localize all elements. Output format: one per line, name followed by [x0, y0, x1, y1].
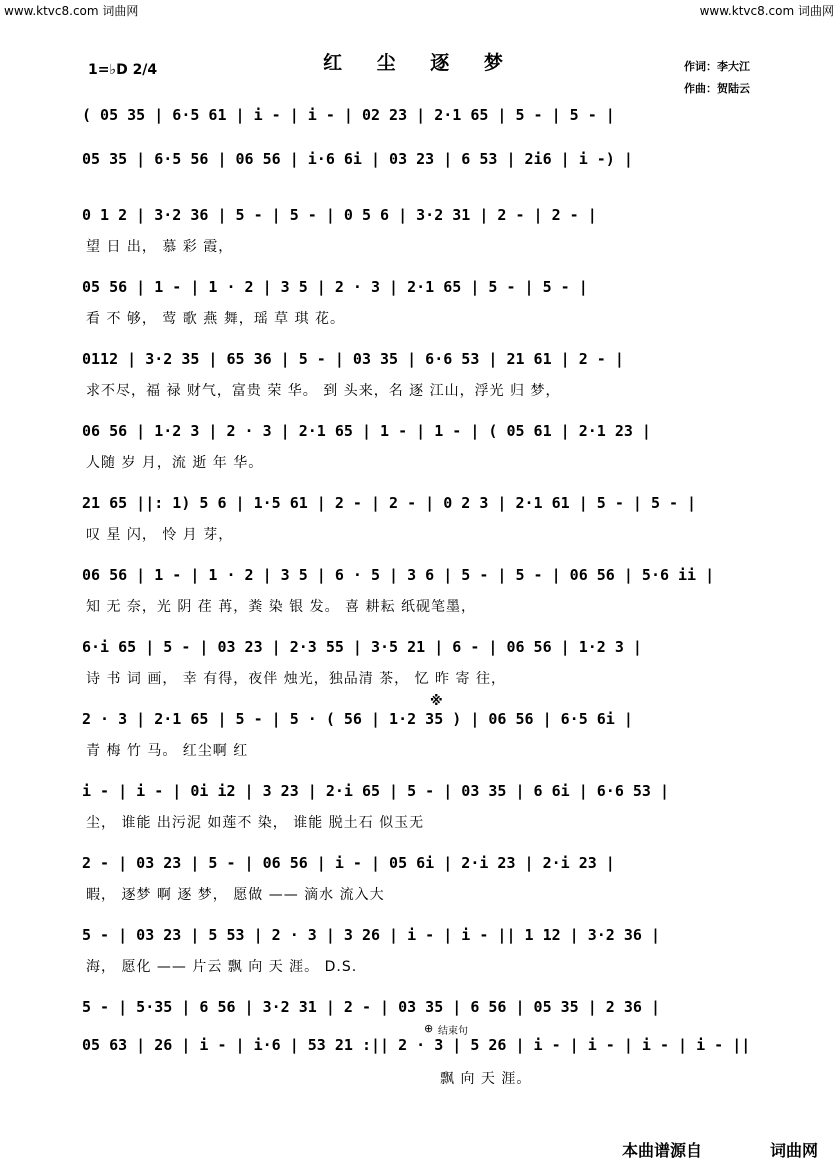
notation-row-8: 06 56 | 1 - | 1 · 2 | 3 5 | 6 · 5 | 3 6 | 5 - | 5 - | 06 56 | 5·6 ii | — [82, 566, 715, 584]
lyric-row-8: 知 无 奈，光 阴 荏 苒，粪 染 银 发。 喜 耕耘 纸砚笔墨， — [86, 599, 476, 615]
notation-row-15: 05 63 | 26 | i - | i·6 | 53 21 :|| 2 · 3 | 5 26 | i - | i - | i - | i - || — [82, 1036, 751, 1054]
notation-row-3: 0 1 2 | 3·2 36 | 5 - | 5 - | 0 5 6 | 3·2 31 | 2 - | 2 - | — [82, 206, 597, 224]
lyric-row-9: 诗 书 词 画， 幸 有得，夜伴 烛光，独品清 茶， 忆 昨 寄 往， — [86, 671, 506, 687]
notation-row-12: 2 - | 03 23 | 5 - | 06 56 | i - | 05 6i | 2·i 23 | 2·i 23 | — [82, 854, 615, 872]
song-title: 红 尘 逐 梦 — [323, 52, 517, 74]
notation-row-10: 2 · 3 | 2·1 65 | 5 - | 5 · ( 56 | 1·2 35 ) | 06 56 | 6·5 6i | — [82, 710, 633, 728]
lyric-row-7: 叹 星 闪， 怜 月 芽， — [86, 527, 234, 543]
composer-credit: 作曲：贺陆云 — [684, 82, 750, 95]
lyric-row-6: 人随 岁 月，流 逝 年 华。 — [86, 455, 264, 471]
notation-row-5: 0112 | 3·2 35 | 65 36 | 5 - | 03 35 | 6·6 53 | 21 61 | 2 - | — [82, 350, 624, 368]
ending-note: 结束句 — [438, 1026, 468, 1037]
notation-row-2: 05 35 | 6·5 56 | 06 56 | i·6 6i | 03 23 | 6 53 | 2i6 | i -) | — [82, 150, 633, 168]
notation-row-4: 05 56 | 1 - | 1 · 2 | 3 5 | 2 · 3 | 2·1 65 | 5 - | 5 - | — [82, 278, 588, 296]
lyric-row-4: 看 不 够， 莺 歌 燕 舞，瑶 草 琪 花。 — [86, 311, 346, 327]
lyric-row-3: 望 日 出， 慕 彩 霞， — [86, 239, 234, 255]
lyric-row-5: 求不尽，福 禄 财气，富贵 荣 华。 到 头来，名 逐 江山，浮光 归 梦， — [86, 383, 561, 399]
header-left-url: www.ktvc8.com 词曲网 — [4, 4, 139, 18]
notation-row-14: 5 - | 5·35 | 6 56 | 3·2 31 | 2 - | 03 35 | 6 56 | 05 35 | 2 36 | — [82, 998, 660, 1016]
header-right-url: www.ktvc8.com 词曲网 — [699, 4, 834, 18]
lyric-row-11: 尘， 谁能 出污泥 如莲不 染， 谁能 脱土石 似玉无 — [86, 815, 425, 831]
notation-row-1: ( 05 35 | 6·5 61 | i - | i - | 02 23 | 2·1 65 | 5 - | 5 - | — [82, 106, 615, 124]
notation-row-7: 21 65 ||: 1) 5 6 | 1·5 61 | 2 - | 2 - | 0 2 3 | 2·1 61 | 5 - | 5 - | — [82, 494, 697, 512]
segno-sign: ※ — [430, 694, 443, 709]
key-signature: 1=♭D 2/4 — [88, 62, 158, 78]
lyricist-credit: 作词：李大江 — [684, 60, 750, 73]
lyric-row-13: 海， 愿化 —— 片云 飘 向 天 涯。 D.S. — [86, 959, 358, 975]
lyric-row-15: 飘 向 天 涯。 — [440, 1071, 532, 1087]
notation-row-9: 6·i 65 | 5 - | 03 23 | 2·3 55 | 3·5 21 | 6 - | 06 56 | 1·2 3 | — [82, 638, 642, 656]
lyric-row-12: 暇， 逐梦 啊 逐 梦， 愿做 —— 滴水 流入大 — [86, 887, 385, 903]
notation-row-13: 5 - | 03 23 | 5 53 | 2 · 3 | 3 26 | i - | i - || 1 12 | 3·2 36 | — [82, 926, 660, 944]
notation-row-6: 06 56 | 1·2 3 | 2 · 3 | 2·1 65 | 1 - | 1 - | ( 05 61 | 2·1 23 | — [82, 422, 651, 440]
coda-sign: ⊕ — [424, 1022, 434, 1035]
footer-source: 本曲谱源自 — [622, 1141, 703, 1160]
lyric-row-10: 青 梅 竹 马。 红尘啊 红 — [86, 743, 249, 759]
footer-site: 词曲网 — [770, 1141, 819, 1160]
notation-row-11: i - | i - | 0i i2 | 3 23 | 2·i 65 | 5 - | 03 35 | 6 6i | 6·6 53 | — [82, 782, 669, 800]
